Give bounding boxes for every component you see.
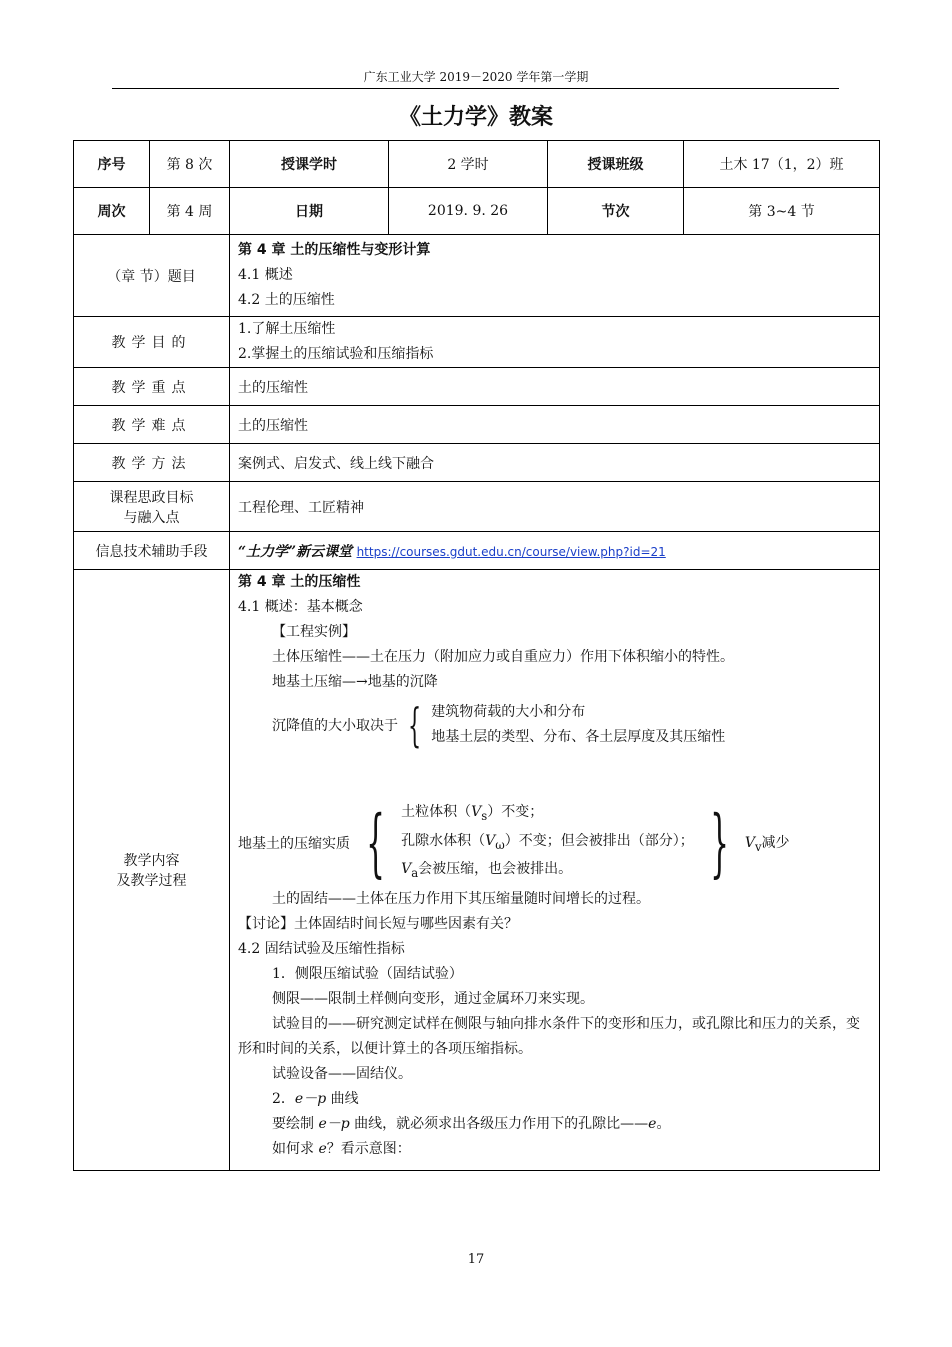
settlement-lead: 沉降值的大小取决于 [272, 718, 398, 734]
topic-label: （章 节）题目 [74, 235, 230, 317]
content-line-section-4-2: 4.2 固结试验及压缩性指标 [238, 941, 405, 957]
essence-item-3: $V_a$会被压缩，也会被排出。 [401, 861, 573, 881]
content-line-purpose: 试验目的——研究测定试样在侧限与轴向排水条件下的变形和压力，或孔隙比和压力的关系，变形和时间的关系，以便计算土的各项压缩指标。 [238, 1016, 860, 1057]
essence-item-1: 土粒体积$(V_s)$不变； [401, 803, 544, 823]
ideology-label-line-2: 与融入点 [123, 509, 180, 526]
seq-value: 第 8 次 [150, 141, 230, 188]
content-label-line-2: 及教学过程 [116, 873, 187, 889]
topic-line-2: 4.1 概述 [238, 267, 293, 283]
tech-platform-name: “土力学”新云课堂 [238, 543, 353, 560]
week-value: 第 4 周 [150, 188, 230, 235]
ideology-label-line-1: 课程思政目标 [109, 489, 194, 506]
settlement-factor-2: 地基土层的类型、分布、各土层厚度及其压缩性 [431, 729, 726, 745]
document-title: 《土力学》教案 [398, 105, 553, 130]
content-line-equipment: 试验设备——固结仪。 [272, 1066, 412, 1082]
settlement-factor-1: 建筑物荷载的大小和分布 [431, 704, 586, 720]
content-line-ep-desc: 要绘制 e－p 曲线，就必须求出各级压力作用下的孔隙比——e。 [272, 1116, 671, 1132]
content-label-line-1: 教学内容 [123, 853, 180, 869]
page-number: 17 [467, 1252, 485, 1267]
topic-line-3: 4.2 土的压缩性 [238, 292, 335, 308]
content-line-consolidation: 土的固结——土体在压力作用下其压缩量随时间增长的过程。 [272, 891, 650, 907]
essence-lead: 地基土的压缩实质 [238, 836, 350, 852]
method-label: 教学方法 [74, 444, 230, 482]
right-brace-icon: } [709, 800, 729, 886]
content-line-ep-heading: 2．e－p 曲线 [272, 1091, 359, 1107]
settlement-factors [238, 697, 871, 753]
goal-line-2: 2.掌握土的压缩试验和压缩指标 [238, 346, 434, 362]
seq-label: 序号 [74, 141, 150, 188]
lesson-plan-table [73, 140, 880, 1171]
header-divider [112, 88, 839, 89]
content-line-overview: 4.1 概述：基本概念 [238, 599, 363, 615]
content-line-case: 【工程实例】 [272, 624, 356, 640]
topic-line-1: 第 4 章 土的压缩性与变形计算 [238, 242, 431, 258]
ideology-label [74, 482, 230, 532]
content-chapter-title: 第 4 章 土的压缩性 [238, 574, 361, 590]
content-body [230, 570, 880, 1171]
tech-label: 信息技术辅助手段 [74, 532, 230, 570]
content-line-how: 如何求 e？看示意图： [272, 1141, 411, 1157]
focus-value: 土的压缩性 [230, 368, 880, 406]
section-value: 第 3~4 节 [684, 188, 880, 235]
class-value: 土木 17（1，2）班 [684, 141, 880, 188]
date-value: 2019. 9. 26 [389, 188, 548, 235]
essence-item-2: 孔隙水体积$(V_\omega)$不变；但会被排出（部分）； [401, 832, 694, 852]
method-value: 案例式、启发式、线上线下融合 [230, 444, 880, 482]
hours-label: 授课学时 [230, 141, 389, 188]
content-label [74, 570, 230, 1171]
content-line-test-1: 1．侧限压缩试验（固结试验） [272, 966, 463, 982]
content-line-settlement: 地基土压缩—→地基的沉降 [272, 674, 438, 690]
course-link[interactable]: https://courses.gdut.edu.cn/course/view.php?id=21 [356, 544, 666, 559]
left-brace-icon: { [366, 800, 385, 886]
content-line-lateral: 侧限——限制土样侧向变形，通过金属环刀来实现。 [272, 991, 594, 1007]
content-line-compressibility: 土体压缩性——土在压力（附加应力或自重应力）作用下体积缩小的特性。 [272, 649, 734, 665]
class-label: 授课班级 [548, 141, 684, 188]
page-header: 广东工业大学 2019－2020 学年第一学期 [363, 70, 589, 84]
topic-content [230, 235, 880, 317]
essence-result: $V_v$减少 [744, 835, 790, 854]
focus-label: 教学重点 [74, 368, 230, 406]
tech-content [230, 532, 880, 570]
section-label: 节次 [548, 188, 684, 235]
compression-essence [238, 800, 871, 886]
content-line-discussion: 【讨论】土体固结时间长短与哪些因素有关？ [238, 916, 518, 932]
date-label: 日期 [230, 188, 389, 235]
goal-label: 教学目的 [74, 317, 230, 368]
left-brace-icon: { [408, 698, 422, 752]
hours-value: 2 学时 [389, 141, 548, 188]
difficulty-value: 土的压缩性 [230, 406, 880, 444]
goal-line-1: 1.了解土压缩性 [238, 321, 336, 337]
week-label: 周次 [74, 188, 150, 235]
difficulty-label: 教学难点 [74, 406, 230, 444]
ideology-value: 工程伦理、工匠精神 [230, 482, 880, 532]
goal-content [230, 317, 880, 368]
